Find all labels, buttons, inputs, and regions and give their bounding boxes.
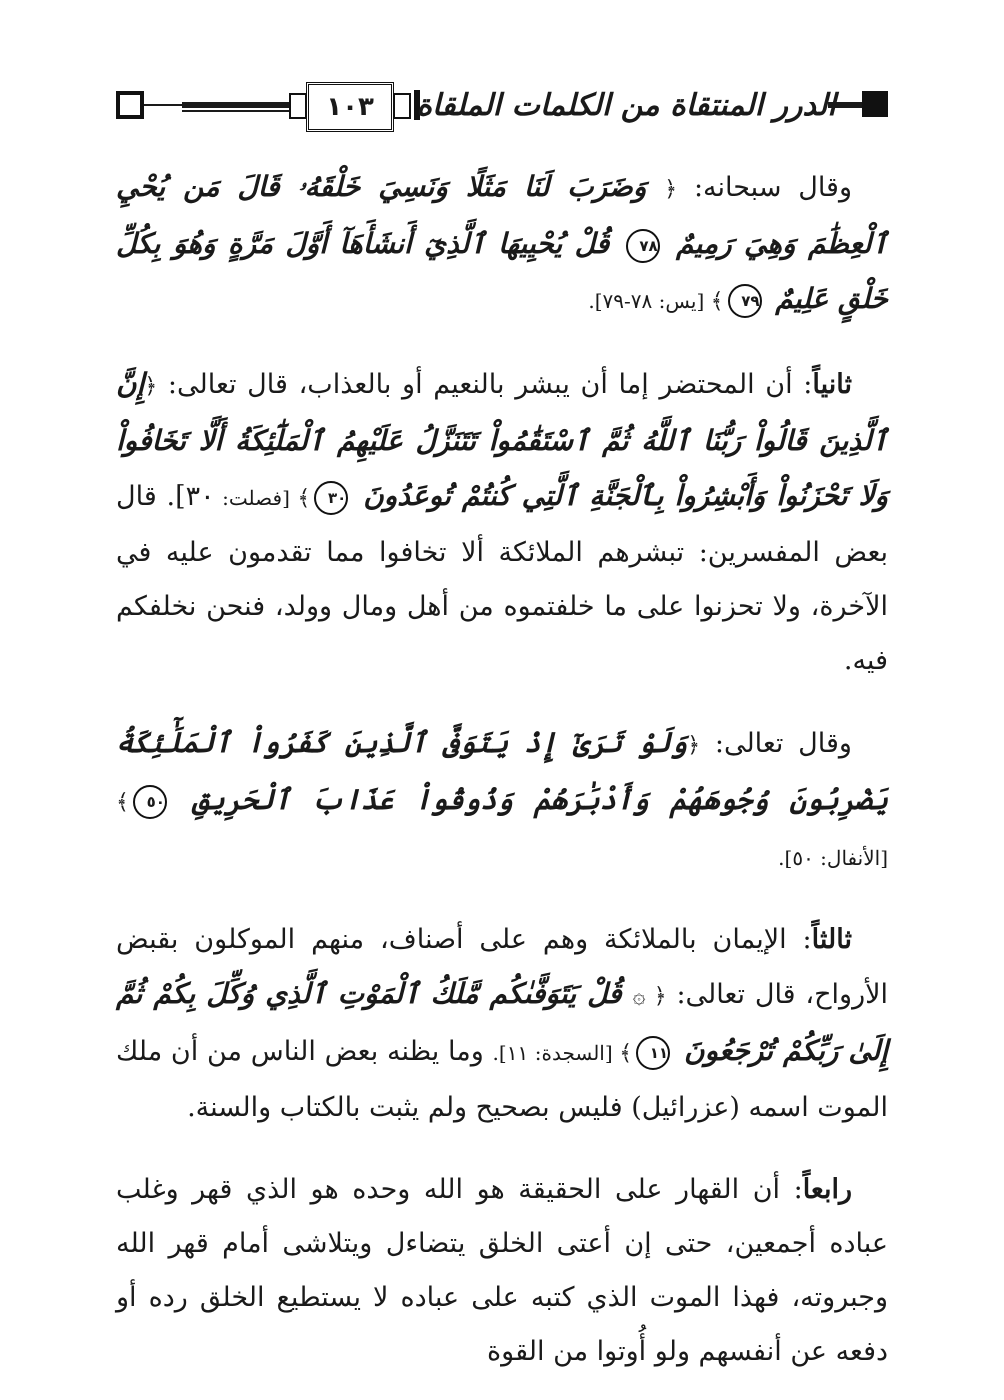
verse-bracket-ornament: ﴿ ۞ xyxy=(632,984,667,1009)
page-number-frame xyxy=(306,82,394,132)
quran-verse: وَضَرَبَ لَنَا مَثَلًا وَنَسِيَ خَلْقَهُۥ قَالَ مَن يُحْيِ ٱلْعِظَٰمَ وَهِيَ رَمِيمٌ xyxy=(116,170,888,260)
body-text: وما يظنه بعض الناس من أن ملك الموت اسمه (عزرائيل) فليس بصحيح ولم يثبت بالكتاب والسنة. xyxy=(116,1036,888,1123)
paragraph xyxy=(116,160,888,329)
page-header xyxy=(116,78,888,132)
verse-bracket-ornament: ﴾ xyxy=(116,790,129,815)
verse-number-badge: ٧٩ xyxy=(728,284,762,318)
quran-verse: قُلْ يُحْيِيهَا ٱلَّذِيٓ أَنشَأَهَآ أَوَّلَ مَرَّةٍ وَهُوَ بِكُلِّ خَلْقٍ عَلِيمٌ xyxy=(116,227,888,315)
page-body xyxy=(116,160,888,1379)
verse-bracket-ornament: ﴾ xyxy=(619,1041,633,1066)
section-lead: ثانياً xyxy=(812,369,852,400)
verse-number-badge: ٣٠ xyxy=(314,481,348,515)
header-ornament-square-filled xyxy=(862,91,888,117)
verse-number-badge: ١١ xyxy=(636,1036,670,1070)
verse-bracket-ornament: ﴿ xyxy=(687,733,701,758)
verse-reference: [فصلت: xyxy=(214,486,298,510)
verse-number-badge: ٧٨ xyxy=(626,229,660,263)
body-text: وقال تعالى: xyxy=(700,728,852,759)
verse-reference: [السجدة: ١١]. xyxy=(492,1041,620,1065)
section-lead: رابعاً xyxy=(802,1174,852,1205)
verse-number-badge: ٥٠ xyxy=(133,785,167,819)
body-text: : الإيمان بالملائكة وهم على أصناف، منهم الموكلون بقبض الأرواح، قال تعالى: xyxy=(116,924,889,1010)
verse-reference: [الأنفال: ٥٠]. xyxy=(778,846,888,870)
page-number: ١٠٣ xyxy=(326,92,374,122)
body-text: : أن القهار على الحقيقة هو الله وحده هو الذي قهر وغلب عباده أجمعين، حتى إن أعتى الخلق يتضاءل ويتلاشى أمام قهر الله وجبروته، فهذا الموت الذي كتبه على عباده لا يستطيع الخلق رده أو دفعه عن أنفسهم ولو أُوتوا من القوة xyxy=(116,1174,888,1367)
header-rule-left xyxy=(140,104,284,106)
quran-verse: إِنَّ ٱلَّذِينَ قَالُواْ رَبُّنَا ٱللَّهُ ثُمَّ ٱسْتَقَٰمُواْ تَتَنَزَّلُ عَلَيْهِمُ ٱلْمَلَٰٓئِكَةُ أَلَّا تَخَافُواْ وَلَا تَحْزَنُواْ وَأَبْشِرُواْ بِٱلْجَنَّةِ ٱلَّتِي كُنتُمْ تُوعَدُونَ xyxy=(116,367,888,512)
header-ornament-square-open xyxy=(116,91,144,119)
paragraph xyxy=(116,1163,888,1379)
paragraph xyxy=(116,716,888,885)
quran-verse: وَلَوْ تَرَىٰٓ إِذْ يَتَوَفَّى ٱلَّذِينَ كَفَرُواْ ٱلْمَلَٰٓئِكَةُ يَضْرِبُونَ وُجُوهَهُمْ وَأَدْبَٰرَهُمْ وَذُوقُواْ عَذَابَ ٱلْحَرِيقِ xyxy=(116,726,888,816)
quran-verse: قُلْ يَتَوَفَّىٰكُم مَّلَكُ ٱلْمَوْتِ ٱلَّذِي وُكِّلَ بِكُمْ ثُمَّ إِلَىٰ رَبِّكُمْ تُرْجَعُونَ xyxy=(116,977,889,1067)
paragraph xyxy=(116,357,888,688)
verse-bracket-ornament: ﴾ xyxy=(710,289,724,314)
body-text: : أن المحتضر إما أن يبشر بالنعيم أو بالعذاب، قال تعالى: xyxy=(157,369,813,400)
paragraph xyxy=(116,913,888,1135)
verse-bracket-ornament: ﴾ xyxy=(297,486,311,511)
verse-bracket-ornament: ﴿ xyxy=(144,374,158,399)
body-text: وقال سبحانه: xyxy=(677,172,852,203)
header-title-block xyxy=(416,78,836,132)
verse-reference: [يس: ٧٨-٧٩]. xyxy=(588,289,711,313)
body-text: ٣٠]. قال بعض المفسرين: تبشرهم الملائكة ألا تخافوا مما تقدمون عليه في الآخرة، ولا تحزنوا على ما خلفتموه من أهل ومال وولد، فنحن نخلفكم فيه. xyxy=(116,481,888,676)
section-lead: ثالثاً xyxy=(811,924,852,955)
book-title: الدرر المنتقاة من الكلمات الملقاة xyxy=(416,87,836,123)
verse-bracket-ornament: ﴿ xyxy=(664,177,678,202)
